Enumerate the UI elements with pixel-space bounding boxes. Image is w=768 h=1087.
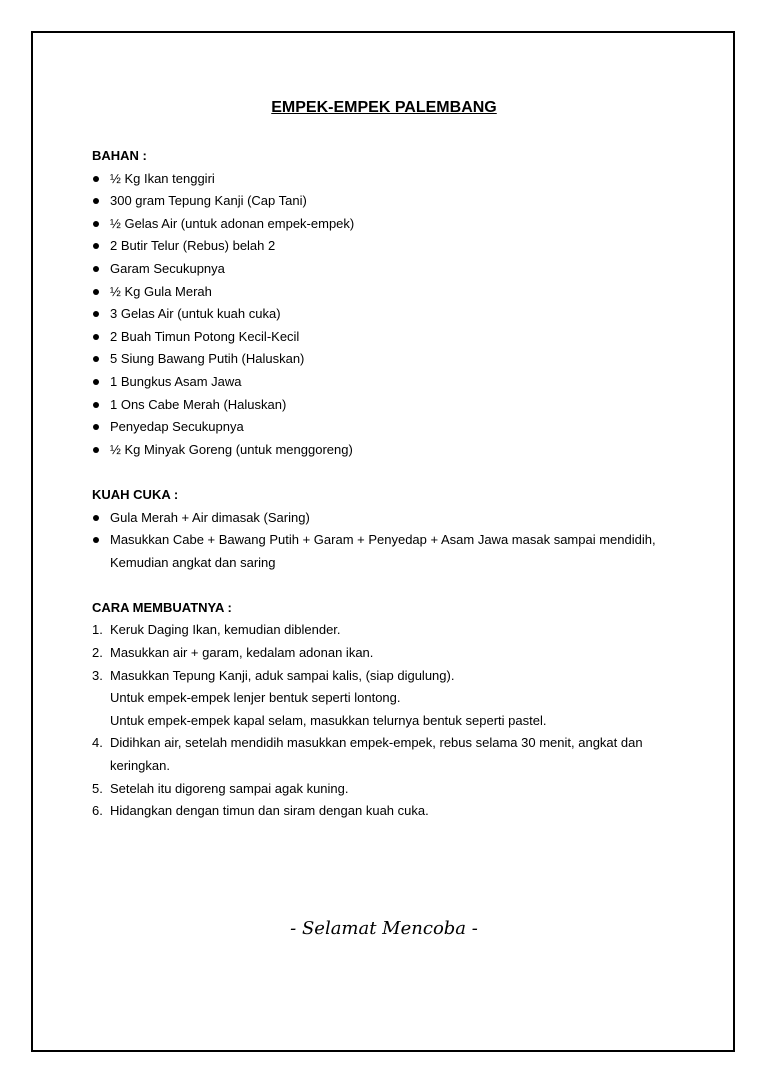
list-item (92, 507, 692, 530)
bullet-icon (93, 447, 99, 453)
step-number: 1. (92, 622, 103, 638)
bullet-icon (93, 402, 99, 408)
list-item-text: 2 Buah Timun Potong Kecil-Kecil (110, 328, 300, 344)
list-item (92, 439, 692, 462)
bullet-icon (93, 289, 99, 295)
step-item (92, 800, 692, 823)
step-text: Hidangkan dengan timun dan siram dengan kuah cuka. (110, 803, 429, 819)
bullet-icon (93, 424, 99, 430)
step-number: 5. (92, 780, 103, 796)
list-item-text: Masukkan Cabe + Bawang Putih + Garam + Penyedap + Asam Jawa masak sampai mendidih, Kemudian angkat dan saring (110, 532, 656, 570)
list-item (92, 371, 692, 394)
list-item-text: 3 Gelas Air (untuk kuah cuka) (110, 306, 281, 322)
list-item (92, 394, 692, 417)
kuah-heading: KUAH CUKA : (92, 486, 179, 502)
list-item (92, 235, 692, 258)
bullet-icon (93, 379, 99, 385)
list-item (92, 168, 692, 191)
list-item-text: 300 gram Tepung Kanji (Cap Tani) (110, 193, 307, 209)
bullet-icon (93, 243, 99, 249)
list-item-text: ½ Kg Ikan tenggiri (110, 170, 215, 186)
bullet-icon (93, 311, 99, 317)
step-item (92, 778, 692, 801)
step-text: Untuk empek-empek lenjer bentuk seperti lontong. (110, 690, 401, 706)
step-number: 2. (92, 645, 103, 661)
step-item (92, 732, 692, 777)
step-text: Masukkan air + garam, kedalam adonan ikan. (110, 645, 374, 661)
list-item (92, 190, 692, 213)
step-text: Setelah itu digoreng sampai agak kuning. (110, 780, 349, 796)
list-item-text: ½ Gelas Air (untuk adonan empek-empek) (110, 215, 355, 231)
step-number: 6. (92, 803, 103, 819)
bullet-icon (93, 176, 99, 182)
list-item (92, 303, 692, 326)
step-number: 4. (92, 735, 103, 751)
bullet-icon (93, 221, 99, 227)
kuah-list (92, 507, 692, 575)
bullet-icon (93, 334, 99, 340)
closing-text: - Selamat Mencoba - (290, 918, 478, 939)
list-item-text: 5 Siung Bawang Putih (Haluskan) (110, 351, 305, 367)
step-text: Untuk empek-empek kapal selam, masukkan telurnya bentuk seperti pastel. (110, 712, 547, 728)
list-item-text: 2 Butir Telur (Rebus) belah 2 (110, 238, 276, 254)
list-item (92, 529, 692, 574)
list-item-text: ½ Kg Gula Merah (110, 283, 212, 299)
list-item (92, 416, 692, 439)
step-text: Keruk Daging Ikan, kemudian diblender. (110, 622, 341, 638)
recipe-content (92, 145, 692, 823)
bahan-list (92, 168, 692, 462)
step-number: 3. (92, 667, 103, 683)
list-item (92, 326, 692, 349)
bullet-icon (93, 356, 99, 362)
step-item (92, 665, 692, 733)
list-item (92, 348, 692, 371)
cara-steps (92, 619, 692, 822)
list-item-text: Penyedap Secukupnya (110, 419, 244, 435)
step-item (92, 642, 692, 665)
cara-heading: CARA MEMBUATNYA : (92, 599, 232, 615)
list-item (92, 213, 692, 236)
list-item-text: ½ Kg Minyak Goreng (untuk menggoreng) (110, 441, 353, 457)
bahan-heading: BAHAN : (92, 148, 147, 163)
bullet-icon (93, 266, 99, 272)
list-item (92, 281, 692, 304)
bullet-icon (93, 537, 99, 543)
list-item (92, 258, 692, 281)
step-text: Didihkan air, setelah mendidih masukkan empek-empek, rebus selama 30 menit, angkat dan keringkan. (110, 735, 643, 774)
bullet-icon (93, 515, 99, 521)
step-text: Masukkan Tepung Kanji, aduk sampai kalis, (siap digulung). (110, 667, 455, 683)
list-item-text: Gula Merah + Air dimasak (Saring) (110, 509, 310, 525)
list-item-text: 1 Bungkus Asam Jawa (110, 373, 242, 389)
list-item-text: 1 Ons Cabe Merah (Haluskan) (110, 396, 287, 412)
step-item (92, 619, 692, 642)
bullet-icon (93, 198, 99, 204)
recipe-title: EMPEK-EMPEK PALEMBANG (271, 99, 497, 116)
list-item-text: Garam Secukupnya (110, 260, 225, 276)
